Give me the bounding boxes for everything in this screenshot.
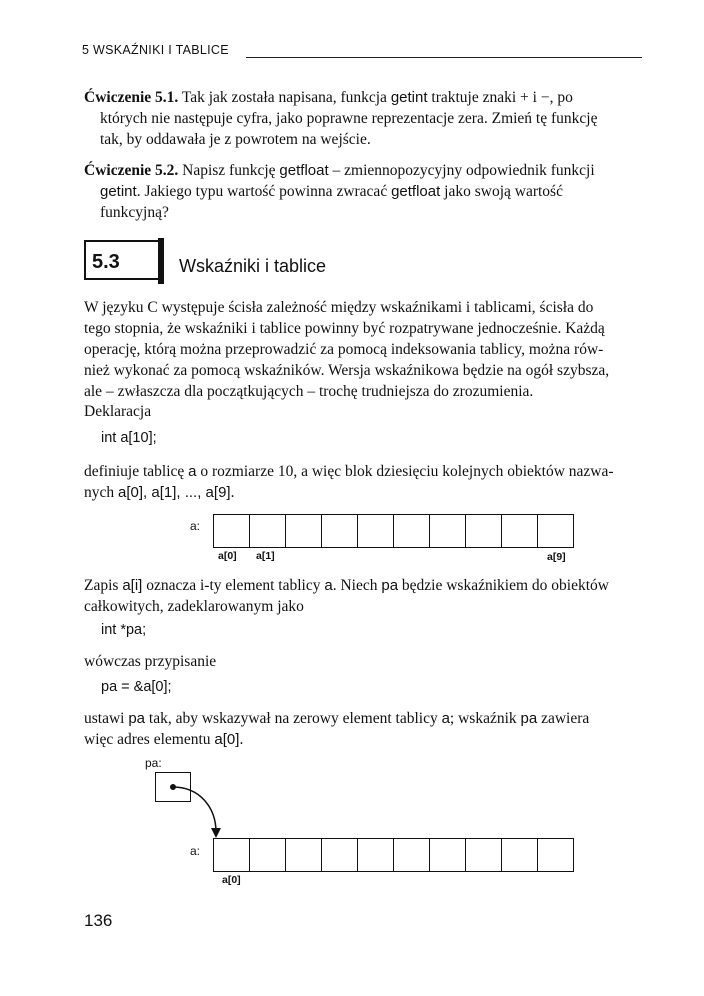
code-run: pa xyxy=(128,710,146,727)
index-label-a0: a[0] xyxy=(222,874,241,886)
array-cell xyxy=(250,838,286,872)
text-run: . Niech xyxy=(332,577,382,594)
text-run: definiuje tablicę xyxy=(84,463,189,480)
array-cell xyxy=(214,838,250,872)
array-cell xyxy=(286,838,322,872)
code-assignment: pa = &a[0]; xyxy=(101,679,172,695)
text-run: Napisz funkcję xyxy=(178,162,280,179)
section-title: Wskaźniki i tablice xyxy=(179,256,327,276)
code-run: a xyxy=(324,577,333,594)
pointer-curve xyxy=(173,787,216,832)
code-run: a[0], a[1], ..., a[9] xyxy=(118,484,231,501)
text-run: będzie wskaźnikiem do obiektów xyxy=(398,577,609,594)
section-number: 5.3 xyxy=(92,251,120,273)
text-run: oznacza i-ty element tablicy xyxy=(142,577,325,594)
text-run: zawiera xyxy=(537,710,590,727)
index-label-a0: a[0] xyxy=(218,550,237,562)
exercise-label: Ćwiczenie 5.2. xyxy=(84,162,179,179)
text-line: funkcyjną? xyxy=(100,204,169,221)
array-cell xyxy=(502,838,538,872)
code-run: a xyxy=(188,463,197,480)
text-run: ustawi xyxy=(84,710,129,727)
text-run: o rozmiarze 10, a więc blok dziesięciu kolejnych obiektów nazwa- xyxy=(196,463,614,480)
text-line: tego stopnia, że wskaźniki i tablice powinny być rozpatrywane jednocześnie. Każdą xyxy=(84,320,605,337)
text-run: . Jakiego typu wartość powinna zwracać xyxy=(136,183,392,200)
index-label-a9: a[9] xyxy=(547,551,566,563)
code-run: a xyxy=(441,710,450,727)
text-line: których nie następuje cyfra, jako poprawne reprezentacje zera. Zmień tę funkcję xyxy=(100,110,598,127)
array-cell xyxy=(358,838,394,872)
text-line: nież wykonać za pomocą wskaźników. Wersja wskaźnikowa będzie na ogół szybsza, xyxy=(84,362,610,379)
text-line: całkowitych, zadeklarowanym jako xyxy=(84,598,304,615)
code-run: pa xyxy=(520,710,538,727)
page-number: 136 xyxy=(84,911,113,930)
text-run: nych xyxy=(84,484,119,501)
text-run: – zmiennopozycyjny odpowiednik funkcji xyxy=(328,162,595,179)
text-run: traktuje znaki + i −, po xyxy=(427,89,573,106)
text-run: . xyxy=(230,484,235,501)
text-line: wówczas przypisanie xyxy=(84,653,217,670)
text-run: Tak jak została napisana, funkcja xyxy=(178,89,391,106)
code-run: getfloat xyxy=(279,162,329,179)
text-line: ale – zwłaszcza dla początkujących – trochę trudniejsza do zrozumienia. xyxy=(84,383,534,400)
exercise-label: Ćwiczenie 5.1. xyxy=(84,89,179,106)
array-cell xyxy=(430,838,466,872)
array-label: a: xyxy=(190,844,201,858)
text-run: więc adres elementu xyxy=(84,731,215,748)
code-declaration-array: int a[10]; xyxy=(101,430,157,446)
arrow-head xyxy=(211,828,221,838)
text-run: tak, aby wskazywał na zerowy element tablicy xyxy=(145,710,442,727)
running-head-text: 5 WSKAŹNIKI I TABLICE xyxy=(82,43,229,57)
code-run: a[i] xyxy=(122,577,143,594)
code-run: getint xyxy=(100,183,137,200)
code-run: getint xyxy=(390,89,428,106)
array-diagram xyxy=(213,838,574,872)
pointer-label: pa: xyxy=(145,756,162,770)
array-cell xyxy=(322,838,358,872)
text-line: tak, by oddawała je z powrotem na wejście. xyxy=(100,131,371,148)
text-run: Zapis xyxy=(84,577,123,594)
text-line: W języku C występuje ścisła zależność między wskaźnikami i tablicami, ścisła do xyxy=(84,299,594,316)
code-run: pa xyxy=(381,577,399,594)
text-run: ; wskaźnik xyxy=(449,710,521,727)
text-run: . xyxy=(239,731,244,748)
text-line: Deklaracja xyxy=(84,403,152,420)
index-label-a1: a[1] xyxy=(256,550,275,562)
code-declaration-pointer: int *pa; xyxy=(101,622,147,638)
array-cell xyxy=(394,838,430,872)
array-label: a: xyxy=(190,519,201,533)
code-run: getfloat xyxy=(391,183,441,200)
text-line: operację, którą można przeprowadzić za pomocą indeksowania tablicy, można rów- xyxy=(84,341,604,358)
text-run: jako swoją wartość xyxy=(440,183,563,200)
array-cell xyxy=(466,838,502,872)
code-run: a[0] xyxy=(214,731,240,748)
array-cell xyxy=(538,838,574,872)
